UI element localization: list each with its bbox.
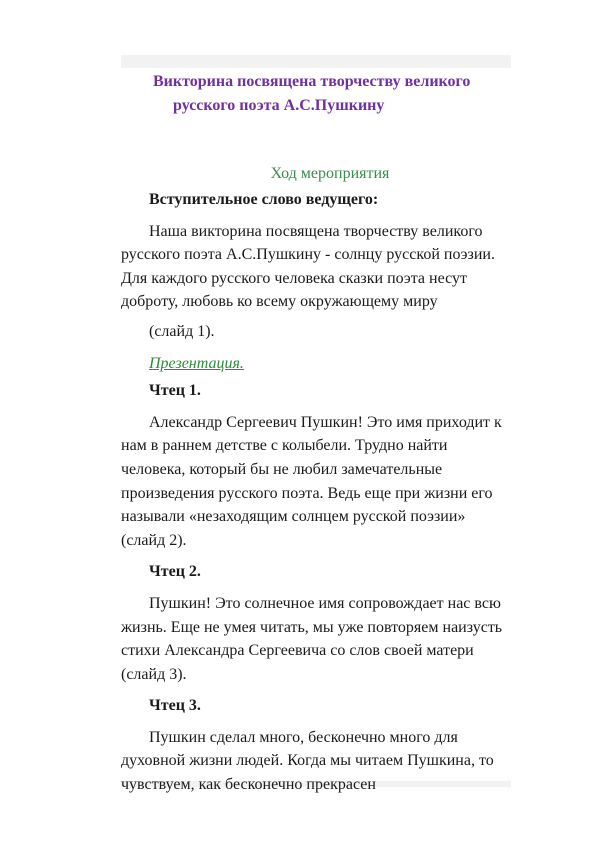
intro-heading: Вступительное слово ведущего: xyxy=(149,191,379,208)
title-line-2: русского поэта А.С.Пушкину xyxy=(173,97,385,114)
page-top-band xyxy=(121,55,511,68)
reader-1-heading: Чтец 1. xyxy=(149,382,201,400)
presentation-paragraph xyxy=(121,352,511,376)
title-line-1: Викторина посвящена творчеству великого xyxy=(153,73,471,90)
reader-2-paragraph: Пушкин! Это солнечное имя сопровождает нас всю жизнь. Еще не умея читать, мы уже повторяем наизусть стихи Александра Сергеевича со слов своей матери (слайд 3). xyxy=(121,594,503,683)
document-title xyxy=(121,70,511,118)
reader-2-heading: Чтец 2. xyxy=(149,563,201,581)
reader-3-paragraph: Пушкин сделал много, бесконечно много для духовной жизни людей. Когда мы читаем Пушкина, то чувствуем, как бесконечно прекрасен xyxy=(121,728,494,794)
intro-paragraph: Наша викторина посвящена творчеству великого русского поэта А.С.Пушкину - солнцу русской поэзии. Для каждого русского человека сказки поэта несут доброту, любовь ко всему окружающему миру xyxy=(121,222,495,311)
event-progress-heading: Ход мероприятия xyxy=(270,165,390,182)
presentation-link[interactable]: Презентация. xyxy=(149,354,244,372)
reader-3-heading: Чтец 3. xyxy=(149,697,201,715)
reader-1-paragraph: Александр Сергеевич Пушкин! Это имя приходит к нам в раннем детстве с колыбели. Трудно найти человека, который бы не любил замечательные произведения русского поэта. Ведь еще при жизни его называли «незаходящим солнцем русской поэзии» (слайд 2). xyxy=(121,413,502,549)
slide-1-note: (слайд 1). xyxy=(149,322,215,340)
document-body xyxy=(121,188,511,805)
